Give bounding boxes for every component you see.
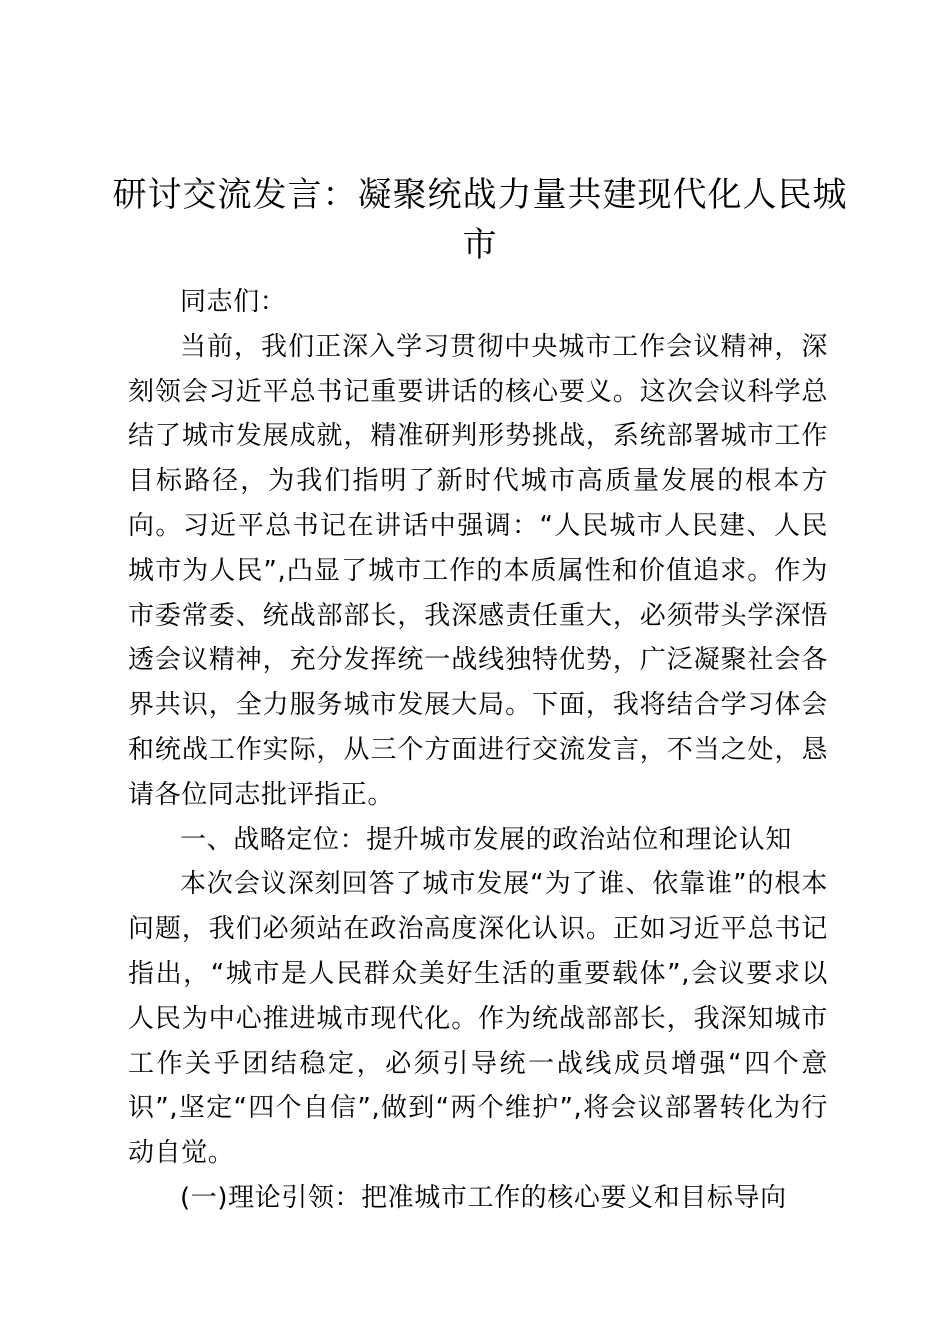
document-title: 研讨交流发言：凝聚统战力量共建现代化人民城市 (112, 175, 848, 265)
section-heading-1: 一、战略定位：提升城市发展的政治站位和理论认知 (180, 824, 792, 855)
salutation-paragraph: 同志们： (180, 287, 287, 317)
subsection-heading-1-1: (一)理论引领：把准城市工作的核心要义和目标导向 (180, 1182, 787, 1213)
document-body (128, 280, 828, 1221)
intro-paragraph: 当前，我们正深入学习贯彻中央城市工作会议精神，深刻领会习近平总书记重要讲话的核心要义。这次会议科学总结了城市发展成就，精准研判形势挑战，系统部署城市工作目标路径，为我们指明了新时代城市高质量发展的根本方向。习近平总书记在讲话中强调：“人民城市人民建、人民城市为人民”,凸显了城市工作的本质属性和价值追求。作为市委常委、统战部部长，我深感责任重大，必须带头学深悟透会议精神，充分发挥统一战线独特优势，广泛凝聚社会各界共识，全力服务城市发展大局。下面，我将结合学习体会和统战工作实际，从三个方面进行交流发言，不当之处，恳请各位同志批评指正。 (128, 331, 828, 810)
section-1-paragraph: 本次会议深刻回答了城市发展“为了谁、依靠谁”的根本问题，我们必须站在政治高度深化认识。正如习近平总书记指出，“城市是人民群众美好生活的重要载体”,会议要求以人民为中心推进城市现代化。作为统战部部长，我深知城市工作关乎团结稳定，必须引导统一战线成员增强“四个意识”,坚定“四个自信”,做到“两个维护”,将会议部署转化为行动自觉。 (128, 869, 828, 1169)
